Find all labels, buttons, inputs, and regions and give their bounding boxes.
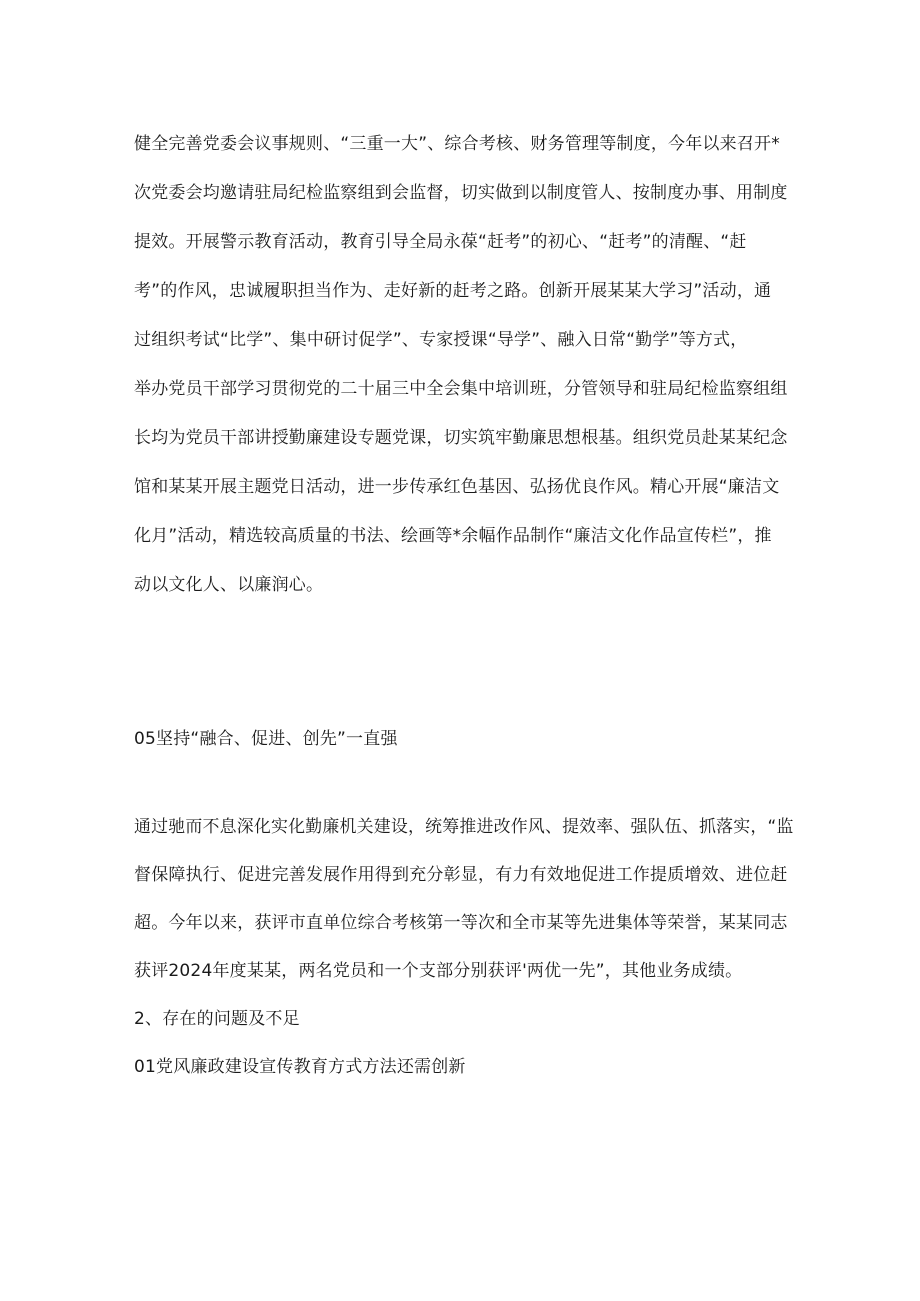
paragraph-line: 举办党员干部学习贯彻党的二十届三中全会集中培训班，分管领导和驻局纪检监察组组	[134, 379, 788, 399]
paragraph-line: 长均为党员干部讲授勤廉建设专题党课，切实筑牢勤廉思想根基。组织党员赴某某纪念	[134, 428, 788, 448]
paragraph-line: 化月”活动，精选较高质量的书法、绘画等*余幅作品制作“廉洁文化作品宣传栏”，推	[134, 526, 772, 546]
paragraph-line: 考”的作风，忠诚履职担当作为、走好新的赶考之路。创新开展某某大学习”活动，通	[134, 281, 772, 301]
paragraph-line: 次党委会均邀请驻局纪检监察组到会监督，切实做到以制度管人、按制度办事、用制度	[134, 183, 788, 203]
paragraph-line: 通过驰而不息深化实化勤廉机关建设，统筹推进改作风、提效率、强队伍、抓落实，“监	[134, 817, 794, 837]
section-heading-05: 05坚持“融合、促进、创先”一直强	[134, 729, 398, 749]
paragraph-line: 馆和某某开展主题党日活动，进一步传承红色基因、弘扬优良作风。精心开展“廉洁文	[134, 477, 780, 497]
subheading-01: 01党风廉政建设宣传教育方式方法还需创新	[134, 1057, 466, 1077]
section-heading-2: 2、存在的问题及不足	[134, 1009, 300, 1029]
paragraph-line: 健全完善党委会议事规则、“三重一大”、综合考核、财务管理等制度，今年以来召开*	[134, 134, 780, 154]
paragraph-line: 督保障执行、促进完善发展作用得到充分彰显，有力有效地促进工作提质增效、进位赶	[134, 865, 788, 885]
paragraph-line: 动以文化人、以廉润心。	[134, 575, 324, 595]
paragraph-line: 提效。开展警示教育活动，教育引导全局永葆“赶考”的初心、“赶考”的清醒、“赶	[134, 232, 747, 252]
paragraph-line: 过组织考试“比学”、集中研讨促学”、专家授课“导学”、融入日常“勤学”等方式，	[134, 330, 748, 350]
paragraph-line: 获评2024年度某某，两名党员和一个支部分别获评'两优一先”，其他业务成绩。	[134, 961, 743, 981]
paragraph-line: 超。今年以来，获评市直单位综合考核第一等次和全市某等先进集体等荣誉，某某同志	[134, 913, 788, 933]
